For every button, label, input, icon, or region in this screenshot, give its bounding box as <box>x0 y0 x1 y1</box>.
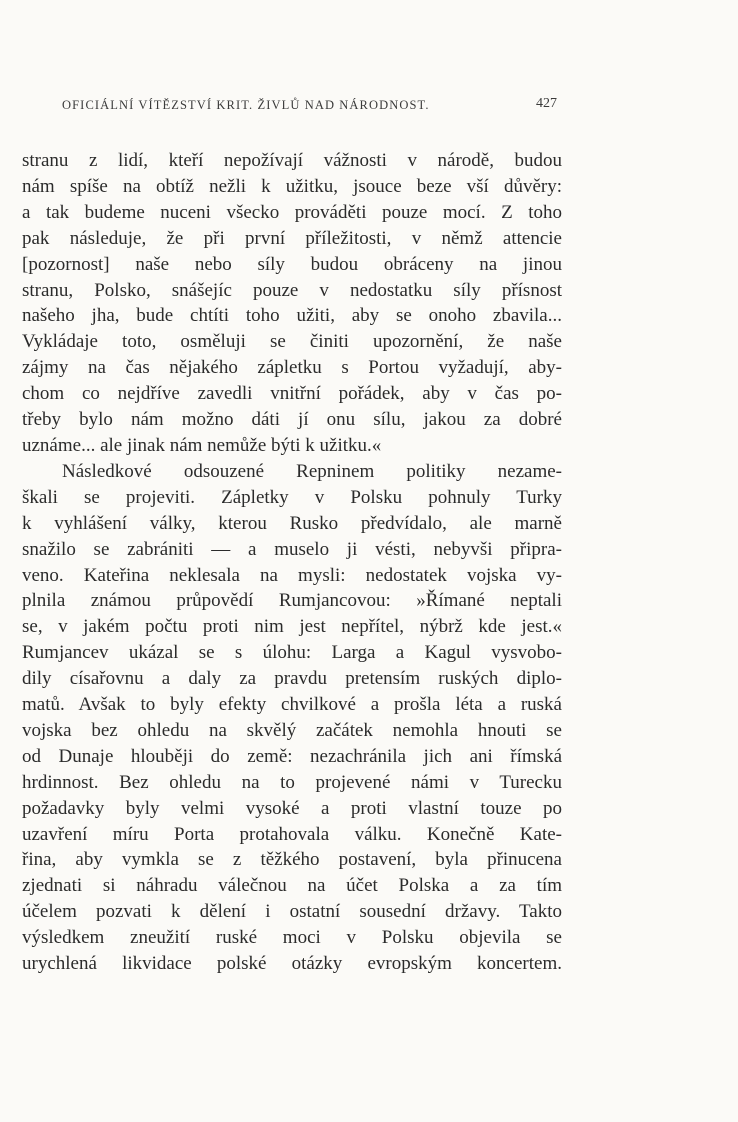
text-line: vojska bez ohledu na skvělý začátek nemohla hnouti se <box>22 719 562 741</box>
text-line: se, v jakém počtu proti nim jest nepřítel, nýbrž kde jest.« <box>22 616 562 638</box>
text-line: snažilo se zabrániti — a muselo ji vésti, nebyvši připra- <box>22 538 562 560</box>
text-line: od Dunaje hlouběji do země: nezachránila jich ani římská <box>22 745 562 767</box>
text-line: škali se projeviti. Zápletky v Polsku pohnuly Turky <box>22 486 562 508</box>
text-line: našeho jha, bude chtíti toho užiti, aby se onoho zbavila... <box>22 305 562 327</box>
text-line: zájmy na čas nějakého zápletku s Portou vyžadují, aby- <box>22 357 562 379</box>
text-line: stranu, Polsko, snášejíc pouze v nedostatku síly přísnost <box>22 279 562 301</box>
running-header: OFICIÁLNÍ VÍTĚZSTVÍ KRIT. ŽIVLŮ NAD NÁRODNOST. <box>62 98 430 112</box>
text-line: veno. Kateřina neklesala na mysli: nedostatek vojska vy- <box>22 564 562 586</box>
text-line: matů. Avšak to byly efekty chvilkové a prošla léta a ruská <box>22 694 562 716</box>
text-line: výsledkem zneužití ruské moci v Polsku objevila se <box>22 927 562 949</box>
text-line: účelem pozvati k dělení i ostatní sousední državy. Takto <box>22 901 562 923</box>
text-line: chom co nejdříve zavedli vnitřní pořádek, aby v čas po- <box>22 383 562 405</box>
text-line: Následkové odsouzené Repninem politiky nezame- <box>62 460 562 482</box>
text-line: urychlená likvidace polské otázky evropským koncertem. <box>22 953 562 975</box>
text-line: Rumjancev ukázal se s úlohu: Larga a Kagul vysvobo- <box>22 642 562 664</box>
text-line: řina, aby vymkla se z těžkého postavení, byla přinucena <box>22 849 562 871</box>
text-line: [pozornost] naše nebo síly budou obráceny na jinou <box>22 253 562 275</box>
text-line: požadavky byly velmi vysoké a proti vlastní touze po <box>22 797 562 819</box>
page-number: 427 <box>536 96 557 111</box>
text-line: uzavření míru Porta protahovala válku. Konečně Kate- <box>22 823 562 845</box>
text-line: nám spíše na obtíž nežli k užitku, jsouce beze vší důvěry: <box>22 175 562 197</box>
body-text <box>22 148 562 977</box>
text-line: a tak budeme nuceni všecko prováděti pouze mocí. Z toho <box>22 201 562 223</box>
text-line: k vyhlášení války, kterou Rusko předvídalo, ale marně <box>22 512 562 534</box>
text-line: stranu z lidí, kteří nepožívají vážnosti v národě, budou <box>22 150 562 171</box>
text-line: uznáme... ale jinak nám nemůže býti k užitku.« <box>22 434 382 456</box>
text-line: pak následuje, že při první příležitosti, v němž attencie <box>22 227 562 249</box>
text-line: dily císařovnu a daly za pravdu pretensím ruských diplo- <box>22 668 562 690</box>
text-line: třeby bylo nám možno dáti jí onu sílu, jakou za dobré <box>22 409 562 431</box>
text-line: plnila známou průpovědí Rumjancovou: »Římané neptali <box>22 590 562 612</box>
text-line: Vykládaje toto, osměluji se činiti upozornění, že naše <box>22 331 562 353</box>
text-line: zjednati si náhradu válečnou na účet Polska a za tím <box>22 875 562 897</box>
text-line: hrdinnost. Bez ohledu na to projevené námi v Turecku <box>22 771 562 793</box>
